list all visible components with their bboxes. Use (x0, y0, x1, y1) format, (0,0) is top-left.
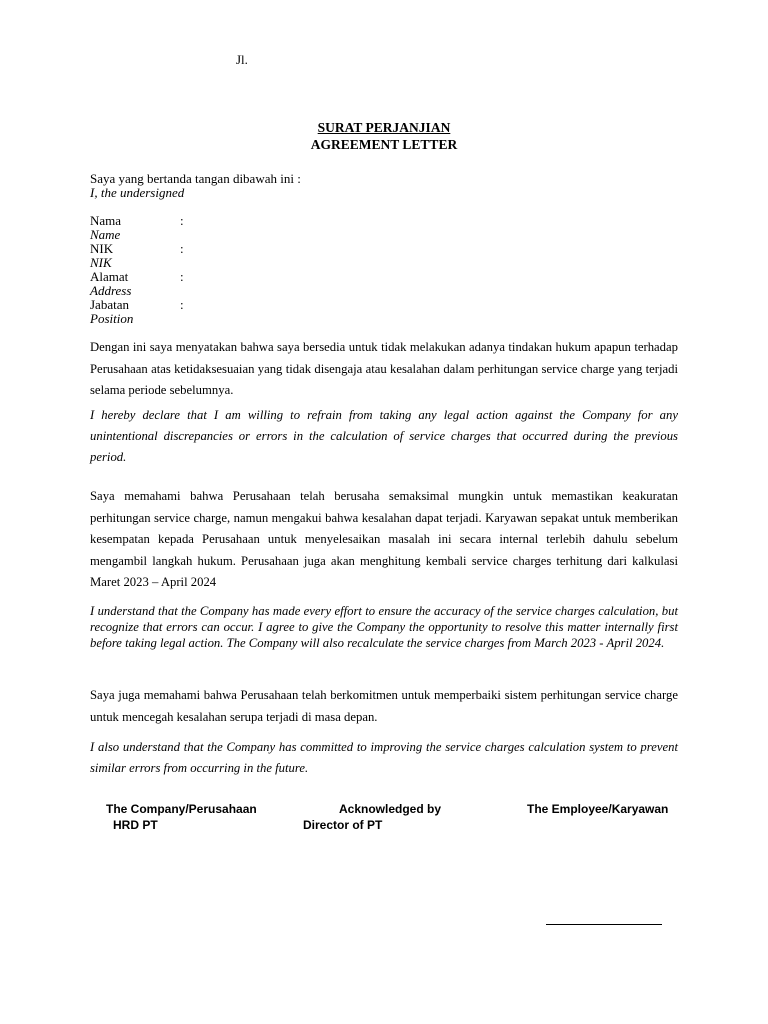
field-colon: : (180, 269, 184, 284)
signature-acknowledged-title: Acknowledged by (339, 802, 442, 816)
signature-acknowledged-subtitle: Director of PT (303, 818, 383, 832)
field-label: Nama (90, 213, 122, 228)
paragraph-understanding-en: I understand that the Company has made every effort to ensure the accuracy of the service charges calculation, but recognize that errors can occur. I agree to give the Company the opportunity to resolve this matter internally first before taking legal action. The Company will also recalculate the service charges from March 2023 - April 2024. (90, 604, 678, 650)
field-label: Jabatan (90, 297, 129, 312)
field-jabatan (90, 298, 290, 326)
signature-employee-title: The Employee/Karyawan (527, 802, 669, 816)
field-colon: : (180, 213, 184, 228)
signature-company-subtitle: HRD PT (113, 818, 158, 832)
field-colon: : (180, 241, 184, 256)
paragraph-commitment-id: Saya juga memahami bahwa Perusahaan telah berkomitmen untuk memperbaiki sistem perhitungan service charge untuk mencegah kesalahan serupa terjadi di masa depan. (90, 688, 678, 724)
document-subtitle: AGREEMENT LETTER (310, 137, 458, 152)
field-label-en: Name (90, 227, 121, 242)
field-nik (90, 242, 290, 270)
signature-company-title: The Company/Perusahaan (106, 802, 257, 816)
paragraph-commitment-en: I also understand that the Company has committed to improving the service charges calculation system to prevent similar errors from occurring in the future. (90, 740, 678, 775)
field-label-en: Position (90, 311, 134, 326)
paragraph-declaration-id: Dengan ini saya menyatakan bahwa saya bersedia untuk tidak melakukan adanya tindakan hukum apapun terhadap Perusahaan atas ketidaksesuaian yang tidak disengaja atau kesalahan dalam perhitungan service charge yang terjadi selama periode sebelumnya. (90, 340, 678, 397)
field-nama (90, 214, 290, 242)
paragraph-declaration-en: I hereby declare that I am willing to refrain from taking any legal action against the Company for any unintentional discrepancies or errors in the calculation of service charges that occurred during the previous period. (90, 408, 678, 464)
field-colon: : (180, 297, 184, 312)
field-label-en: Address (90, 283, 132, 298)
document-title: SURAT PERJANJIAN (317, 120, 451, 135)
intro-text-id: Saya yang bertanda tangan dibawah ini : (90, 171, 301, 186)
field-label: Alamat (90, 269, 129, 284)
intro-text-en: I, the undersigned (90, 185, 185, 200)
address-prefix: Jl. (236, 52, 248, 67)
paragraph-understanding-id: Saya memahami bahwa Perusahaan telah berusaha semaksimal mungkin untuk memastikan keakuratan perhitungan service charge, namun mengakui bahwa kesalahan dapat terjadi. Karyawan sepakat untuk memberikan kesempatan kepada Perusahaan untuk menyelesaikan masalah ini secara internal terlebih dahulu sebelum mengambil langkah hukum. Perusahaan juga akan menghitung kembali service charges terhitung dari kalkulasi Maret 2023 – April 2024 (90, 489, 678, 589)
field-label: NIK (90, 241, 114, 256)
field-label-en: NIK (90, 255, 112, 270)
field-alamat (90, 270, 290, 298)
intro-statement (90, 172, 301, 200)
employee-signature-line (546, 924, 662, 925)
